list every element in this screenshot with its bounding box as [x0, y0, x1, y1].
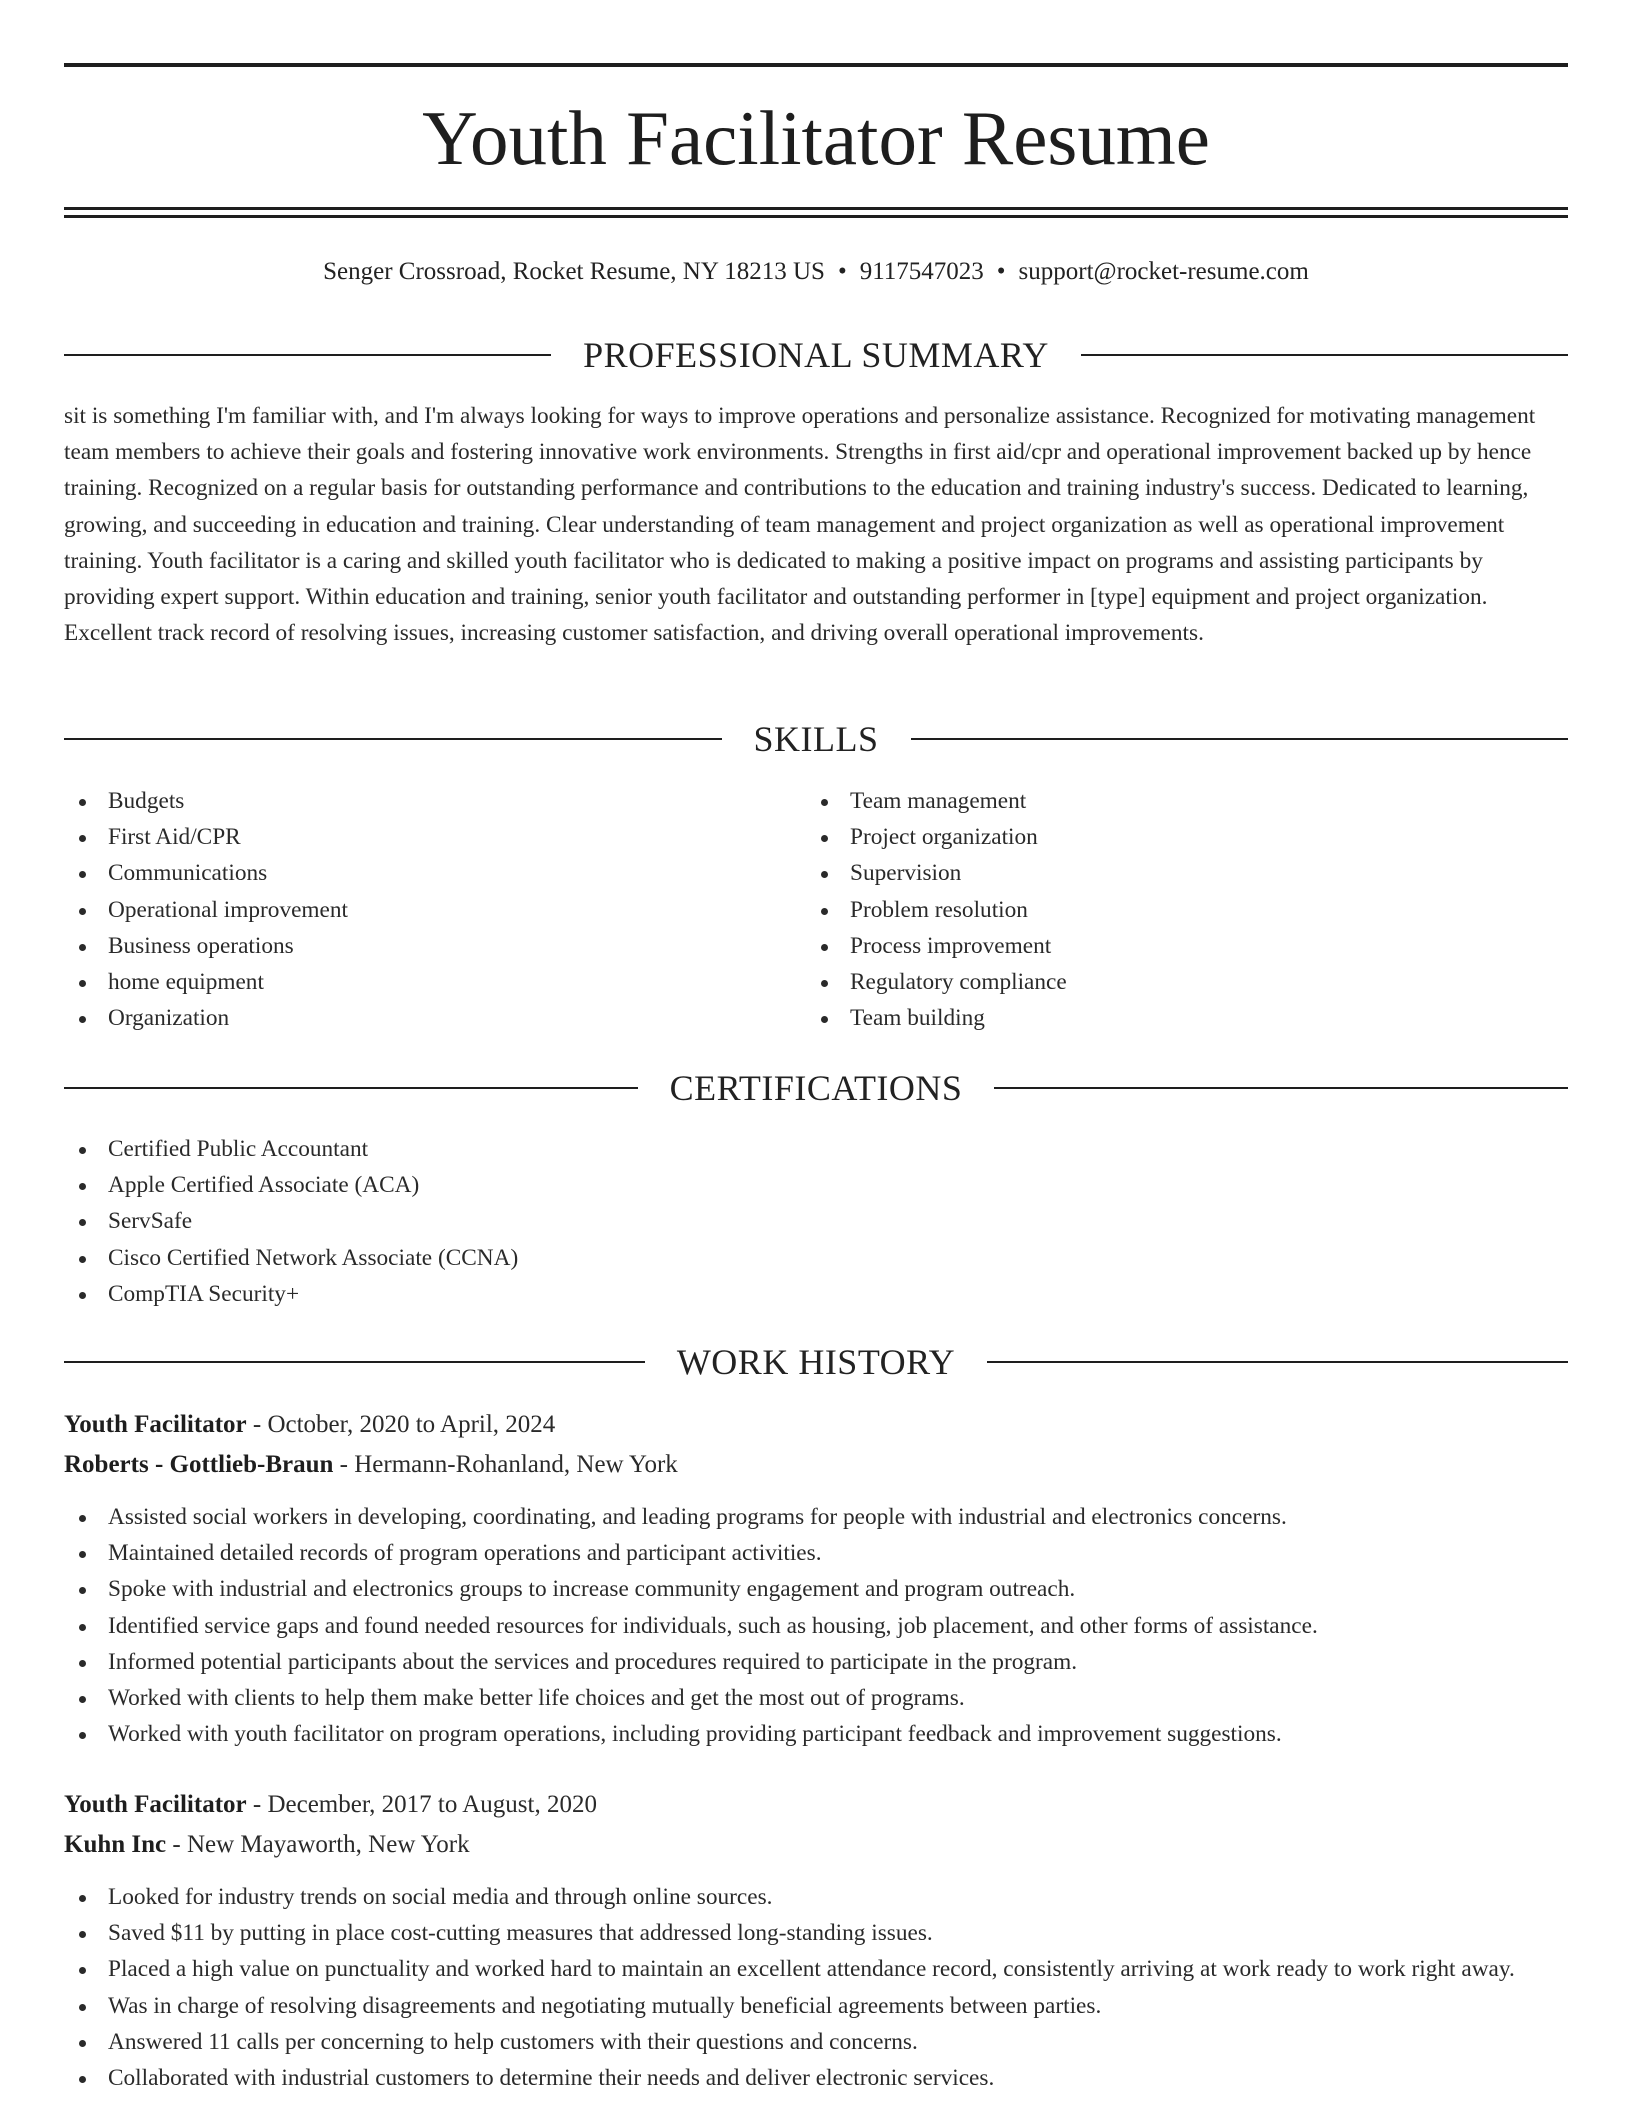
job-company: Kuhn Inc [64, 1831, 167, 1858]
skill-item: Supervision [806, 855, 1566, 891]
certification-item: ServSafe [64, 1203, 1568, 1239]
skill-item: Business operations [64, 928, 804, 964]
skill-item: First Aid/CPR [64, 819, 804, 855]
job-bullet: Spoke with industrial and electronics groups to increase community engagement and program outreach. [64, 1571, 1568, 1607]
certifications-list [64, 1131, 1568, 1312]
section-rule-left [64, 1087, 638, 1089]
job-bullets [64, 1499, 1568, 1752]
skill-item: Problem resolution [806, 892, 1566, 928]
certification-item: Certified Public Accountant [64, 1131, 1568, 1167]
contact-separator: • [996, 258, 1006, 285]
skill-item: Operational improvement [64, 892, 804, 928]
job-location: - New Mayaworth, New York [166, 1831, 470, 1858]
job-bullet: Worked with youth facilitator on program operations, including providing participant feedback and improvement suggestions. [64, 1716, 1568, 1752]
skill-item: Budgets [64, 783, 804, 819]
section-header-certifications [64, 1068, 1568, 1108]
job-location: - Hermann-Rohanland, New York [333, 1451, 678, 1478]
job-title: Youth Facilitator [64, 1791, 247, 1818]
contact-phone: 9117547023 [859, 258, 984, 285]
contact-address: Senger Crossroad, Rocket Resume, NY 18213 US [323, 258, 825, 285]
section-title-certifications: CERTIFICATIONS [669, 1068, 963, 1108]
section-rule-left [64, 354, 551, 356]
skill-item: Regulatory compliance [806, 964, 1566, 1000]
job-bullet: Worked with clients to help them make better life choices and get the most out of programs. [64, 1680, 1568, 1716]
job-bullet: Answered 11 calls per concerning to help customers with their questions and concerns. [64, 2024, 1568, 2060]
job-company-line [64, 1447, 1568, 1483]
section-title-summary: PROFESSIONAL SUMMARY [583, 335, 1049, 375]
contact-email: support@rocket-resume.com [1018, 258, 1309, 285]
summary-paragraph: sit is something I'm familiar with, and I'm always looking for ways to improve operations and personalize assistance. Recognized for motivating management team members to achieve their goals and fostering innovative work environments. Strengths in first aid/cpr and operational improvement backed up by hence training. Recognized on a regular basis for outstanding performance and contributions to the education and training industry's success. Dedicated to learning, growing, and succeeding in education and training. Clear understanding of team management and project organization as well as operational improvement training. Youth facilitator is a caring and skilled youth facilitator who is dedicated to making a positive impact on programs and assisting participants by providing expert support. Within education and training, senior youth facilitator and outstanding performer in [type] equipment and project organization. Excellent track record of resolving issues, increasing customer satisfaction, and driving overall operational improvements. [64, 403, 1536, 647]
job-title-line [64, 1407, 1568, 1443]
section-rule-left [64, 1361, 645, 1363]
job-bullets [64, 1879, 1568, 2096]
job-title-line [64, 1787, 1568, 1823]
job-bullet: Looked for industry trends on social media and through online sources. [64, 1879, 1568, 1915]
skill-item: Process improvement [806, 928, 1566, 964]
skill-item: Project organization [806, 819, 1566, 855]
section-rule-left [64, 738, 722, 740]
job-bullet: Identified service gaps and found needed resources for individuals, such as housing, job placement, and other forms of assistance. [64, 1608, 1568, 1644]
skill-item: Organization [64, 1000, 804, 1036]
skill-item: Team management [806, 783, 1566, 819]
section-rule-right [1081, 354, 1568, 356]
job-bullet: Was in charge of resolving disagreements and negotiating mutually beneficial agreements between parties. [64, 1988, 1568, 2024]
section-rule-right [911, 738, 1569, 740]
skills-list-right [806, 783, 1566, 1036]
section-header-work-history [64, 1342, 1568, 1382]
job-dates: - October, 2020 to April, 2024 [246, 1411, 556, 1438]
section-title-work-history: WORK HISTORY [676, 1342, 956, 1382]
contact-separator: • [837, 258, 847, 285]
certification-item: Apple Certified Associate (ACA) [64, 1167, 1568, 1203]
job-bullet: Assisted social workers in developing, coordinating, and leading programs for people with industrial and electronics concerns. [64, 1499, 1568, 1535]
certification-item: Cisco Certified Network Associate (CCNA) [64, 1240, 1568, 1276]
skill-item: Team building [806, 1000, 1566, 1036]
contact-line [64, 254, 1568, 290]
job-bullet: Saved $11 by putting in place cost-cutting measures that addressed long-standing issues. [64, 1915, 1568, 1951]
job-dates: - December, 2017 to August, 2020 [246, 1791, 597, 1818]
job-bullet: Informed potential participants about the services and procedures required to participate in the program. [64, 1644, 1568, 1680]
header-double-rule-lower [64, 215, 1568, 218]
skill-item: home equipment [64, 964, 804, 1000]
header-top-rule [64, 63, 1568, 67]
section-rule-right [987, 1361, 1568, 1363]
section-header-skills [64, 719, 1568, 759]
job-company: Roberts - Gottlieb-Braun [64, 1451, 334, 1478]
certification-item: CompTIA Security+ [64, 1276, 1568, 1312]
job-title: Youth Facilitator [64, 1411, 247, 1438]
section-title-skills: SKILLS [753, 719, 879, 759]
skills-list-left [64, 783, 804, 1036]
skill-item: Communications [64, 855, 804, 891]
resume-title: Youth Facilitator Resume [422, 95, 1210, 181]
header-double-rule-upper [64, 207, 1568, 210]
job-bullet: Collaborated with industrial customers to determine their needs and deliver electronic services. [64, 2060, 1568, 2096]
job-bullet: Placed a high value on punctuality and worked hard to maintain an excellent attendance record, consistently arriving at work ready to work right away. [64, 1951, 1568, 1987]
job-company-line [64, 1827, 1568, 1863]
section-header-summary [64, 335, 1568, 375]
section-rule-right [994, 1087, 1568, 1089]
job-bullet: Maintained detailed records of program operations and participant activities. [64, 1535, 1568, 1571]
